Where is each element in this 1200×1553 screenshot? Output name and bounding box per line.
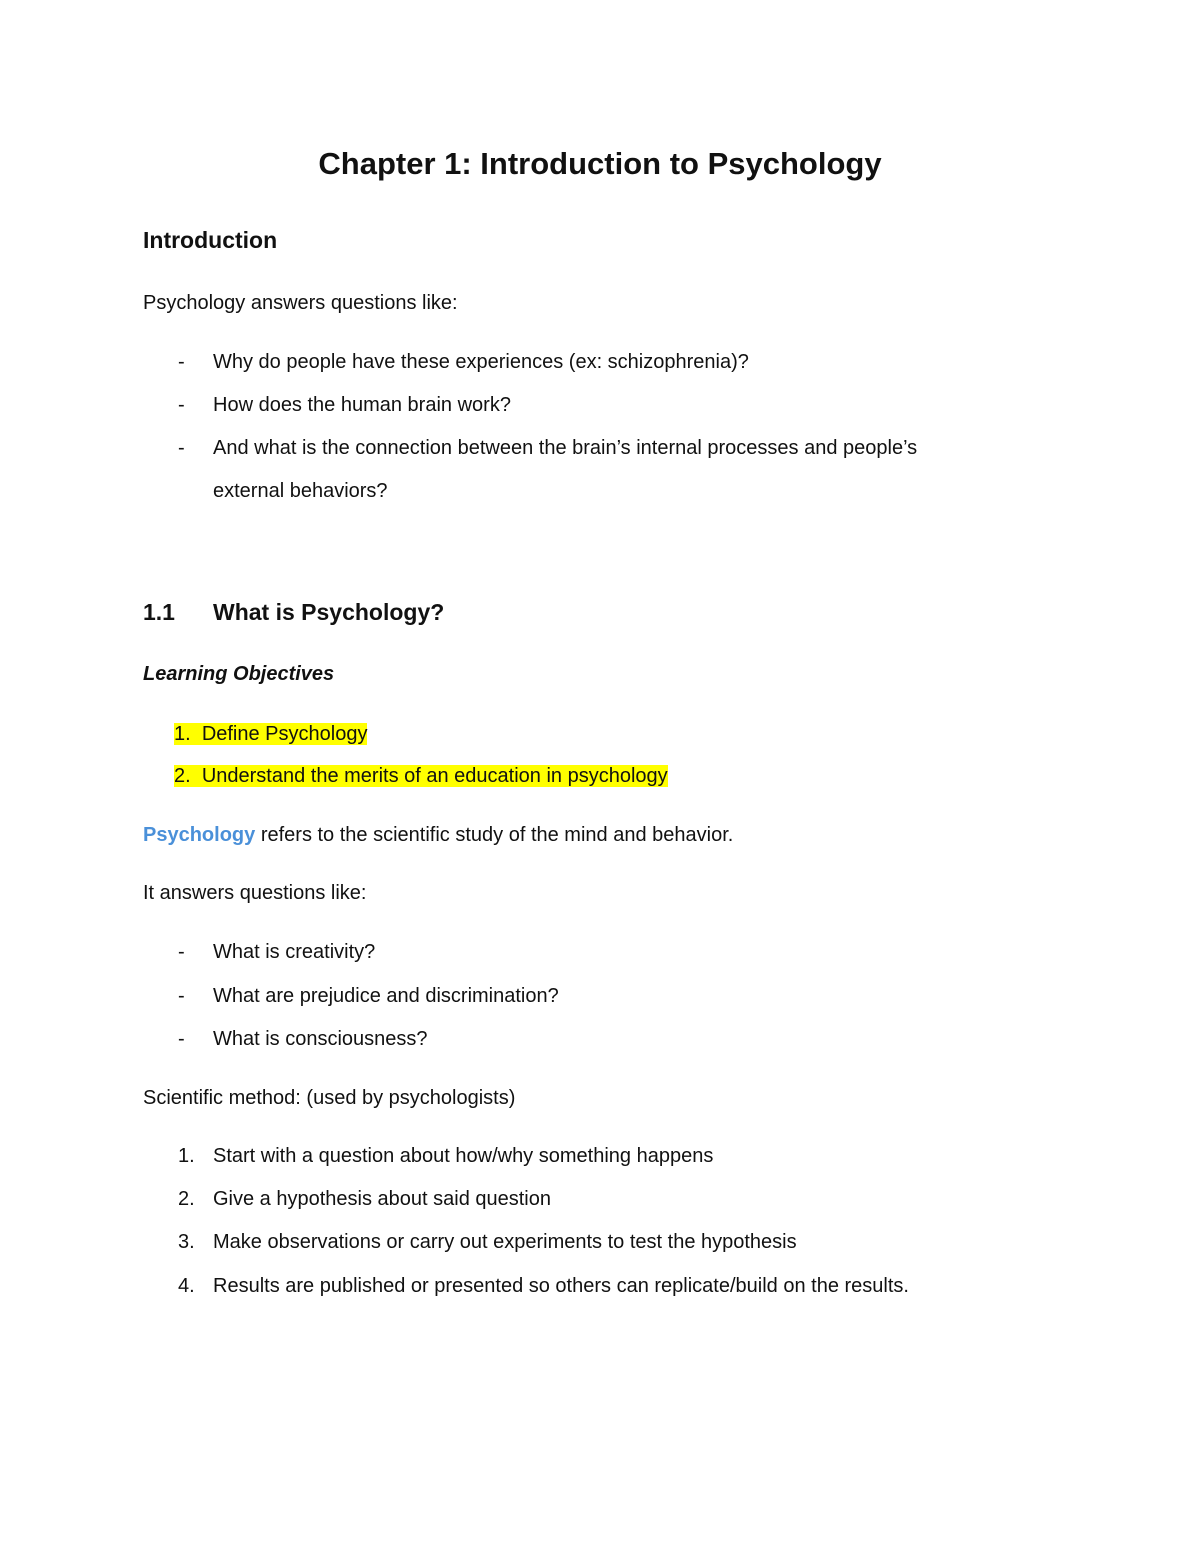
section-title: What is Psychology?	[213, 599, 445, 625]
questions-lead: It answers questions like:	[143, 882, 367, 904]
objective-text: Understand the merits of an education in psychology	[201, 765, 668, 787]
list-item	[0, 937, 1200, 967]
bullet-marker: -	[178, 351, 185, 373]
list-item	[0, 1024, 1200, 1054]
bullet-text: What is creativity?	[213, 941, 376, 963]
step-text: Give a hypothesis about said question	[213, 1188, 551, 1210]
step-number: 2.	[178, 1188, 195, 1210]
objectives-heading: Learning Objectives	[143, 663, 335, 685]
step-text: Make observations or carry out experiments to test the hypothesis	[213, 1231, 797, 1253]
definition-term: Psychology	[143, 824, 256, 846]
list-item	[0, 347, 1200, 377]
step-text: Results are published or presented so others can replicate/build on the results.	[213, 1275, 909, 1297]
chapter-title: Chapter 1: Introduction to Psychology	[318, 146, 882, 181]
list-item-continuation	[0, 476, 1200, 506]
bullet-text: And what is the connection between the brain’s internal processes and people’s	[213, 437, 918, 459]
step-number: 4.	[178, 1275, 195, 1297]
bullet-marker: -	[178, 394, 185, 416]
bullet-marker: -	[178, 1028, 185, 1050]
step-text: Start with a question about how/why something happens	[213, 1145, 714, 1167]
step-number: 1.	[178, 1145, 195, 1167]
bullet-marker: -	[178, 985, 185, 1007]
intro-lead: Psychology answers questions like:	[143, 292, 458, 314]
bullet-text: Why do people have these experiences (ex: schizophrenia)?	[213, 351, 749, 373]
objective-item	[174, 761, 668, 791]
list-item	[0, 1141, 1200, 1171]
section-number: 1.1	[143, 599, 175, 625]
section-heading	[143, 596, 444, 628]
highlighted-text	[174, 765, 668, 787]
list-item	[0, 1271, 1200, 1301]
objective-item	[174, 719, 367, 749]
bullet-marker: -	[178, 941, 185, 963]
definition-text: refers to the scientific study of the mind and behavior.	[255, 824, 734, 846]
list-item	[0, 433, 1200, 463]
bullet-text: What are prejudice and discrimination?	[213, 985, 559, 1007]
list-item	[0, 981, 1200, 1011]
bullet-text: external behaviors?	[213, 480, 388, 502]
definition-paragraph	[143, 820, 733, 850]
objective-number: 2.	[174, 765, 191, 787]
intro-heading: Introduction	[143, 227, 278, 253]
step-number: 3.	[178, 1231, 195, 1253]
list-item	[0, 1184, 1200, 1214]
bullet-text: How does the human brain work?	[213, 394, 511, 416]
highlighted-text	[174, 723, 367, 745]
method-lead: Scientific method: (used by psychologists)	[143, 1087, 516, 1109]
list-item	[0, 390, 1200, 420]
list-item	[0, 1227, 1200, 1257]
bullet-text: What is consciousness?	[213, 1028, 428, 1050]
objective-text: Define Psychology	[201, 723, 368, 745]
bullet-marker: -	[178, 437, 185, 459]
objective-number: 1.	[174, 723, 191, 745]
